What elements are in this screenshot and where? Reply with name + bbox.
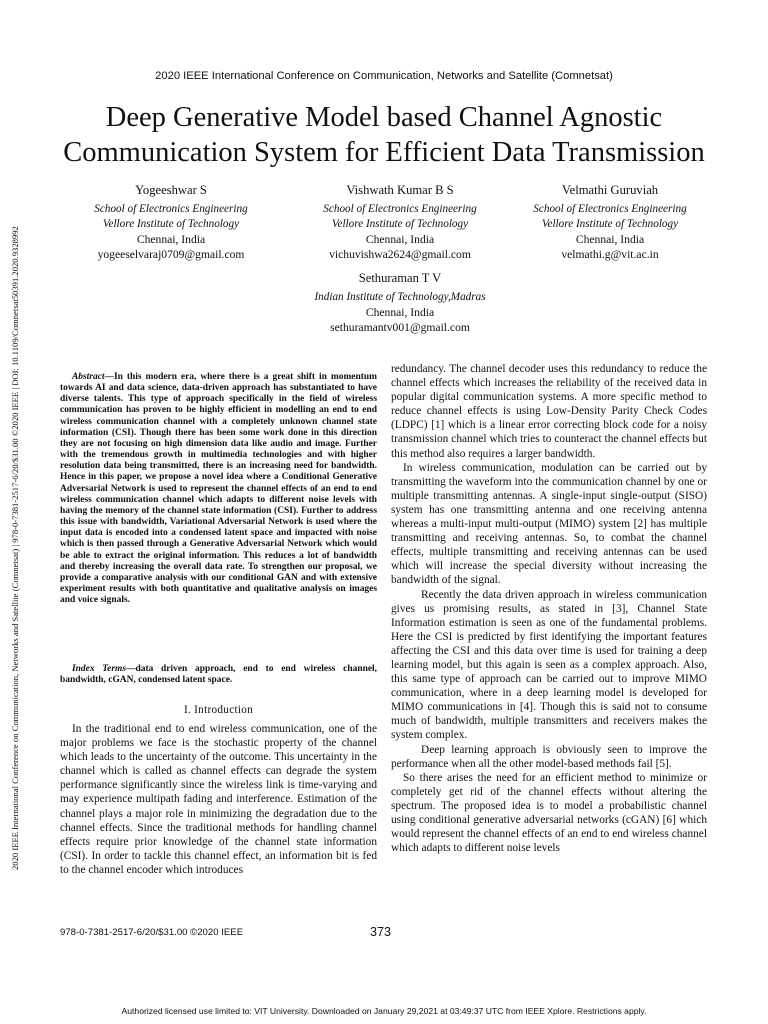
index-terms-text: —data driven approach, end to end wireless channel, bandwidth, cGAN, condensed latent space. xyxy=(60,664,377,686)
paper-title: Deep Generative Model based Channel Agnostic Communication System for Efficient Data Transmission xyxy=(63,102,705,168)
author-email[interactable]: sethuramantv001@gmail.com xyxy=(330,321,470,334)
paragraph: Deep learning approach is obviously seen to improve the performance when all the other model-based methods fail [5]. xyxy=(391,743,707,770)
author-location: Chennai, India xyxy=(575,233,645,246)
footer-license: Authorized licensed use limited to: VIT University. Downloaded on January 29,2021 at 03:49:37 UTC from IEEE Xplore. Restrictions apply. xyxy=(121,1006,647,1016)
author-block xyxy=(290,183,510,262)
abstract-text: —In this modern era, where there is a great shift in momentum towards AI and data science, data-driven approach has substantiated to have diverse talents. This type of approach specifically in the field of wireless communication has proven to be highly efficient in modelling an end to end wireless communication channel with a completely unknown channel state information (CSI). Though there has been some work done in this direction they are not focusing on high dimension data like audio and image. Further with the tremendous growth in multimedia technologies and with higher resolution data being transmitted, there is an increasing need for bandwidth. Hence in this paper, we propose a novel idea where a Conditional Generative Adversarial Network is used to represent the channel effects of an end to end wireless communication channel which adapts to different noise levels with having the memory of the channel state information (CSI). Further to address this issue with bandwidth, Variational Adversarial Network is used where the input data is encoded into a condensed latent space and impacted with noise which is then passed through a Generative Adversarial Network which would be able to extract the original information. This reduces a lot of bandwidth and thereby increasing the overall data rate. To strengthen our proposal, we provide a comparative analysis with our conditional GAN and with extensive experiment results with both quantitative and qualitative analysis on images and voice signals. xyxy=(60,372,377,606)
author-school: School of Electronics Engineering xyxy=(94,203,248,215)
side-doi-stamp: 2020 IEEE International Conference on Communication, Networks and Satellite (Comnetsat) | 978-0-7381-2517-6/20/$31.00 ©2020 IEEE | DOI: 10.1109/Comnetsat50391.2020.9328992 xyxy=(10,226,20,870)
author-email[interactable]: velmathi.g@vit.ac.in xyxy=(561,248,659,261)
abstract xyxy=(60,372,377,606)
footer-copyright: 978-0-7381-2517-6/20/$31.00 ©2020 IEEE xyxy=(60,927,244,938)
section-heading-introduction: I. Introduction xyxy=(183,704,254,716)
right-column xyxy=(391,362,707,855)
author-school: School of Electronics Engineering xyxy=(533,203,687,215)
author-institution: Indian Institute of Technology,Madras xyxy=(314,291,486,303)
author-location: Chennai, India xyxy=(365,233,435,246)
conference-header: 2020 IEEE International Conference on Communication, Networks and Satellite (Comnetsat) xyxy=(155,70,613,82)
author-block xyxy=(510,183,710,262)
author-block xyxy=(280,271,520,335)
paragraph: In wireless communication, modulation can be carried out by transmitting the waveform into the communication channel by one or multiple transmitting antennas. A single-input single-output (SISO) system has one transmitting antenna and one receiving antenna whereas a multi-input multi-output (MIMO) system [2] has multiple transmitting and receiving antennas. So, to combat the channel effects, multiple transmitting and receiving antennas can be used which will increase the special diversity without increasing the bandwidth of the signal. xyxy=(391,461,707,587)
index-terms xyxy=(60,664,377,686)
paragraph: redundancy. The channel decoder uses this redundancy to reduce the channel effects which increases the reliability of the received data in popular digital communication systems. A more specific method to reduce channel effects is using Low-Density Parity Check Codes (LDPC) [1] which is a linear error correcting block code for a noisy transmission channel which tries to counteract the channel effects but this method also requires a larger bandwidth. xyxy=(391,363,707,460)
paragraph: So there arises the need for an efficient method to minimize or completely get rid of the channel effects without altering the spectrum. The proposed idea is to model a probabilistic channel using conditional generative adversarial networks (cGAN) [6] which would represent the channel effects of an end to end wireless channel which adapts to different noise levels xyxy=(391,771,707,855)
author-name: Velmathi Guruviah xyxy=(561,183,659,197)
author-institution: Vellore Institute of Technology xyxy=(331,218,469,230)
author-name: Sethuraman T V xyxy=(358,271,442,285)
index-terms-label: Index Terms xyxy=(72,664,127,674)
author-email[interactable]: yogeeselvaraj0709@gmail.com xyxy=(97,248,245,261)
author-location: Chennai, India xyxy=(136,233,206,246)
author-school: School of Electronics Engineering xyxy=(323,203,477,215)
author-institution: Vellore Institute of Technology xyxy=(102,218,240,230)
author-location: Chennai, India xyxy=(365,306,435,319)
author-institution: Vellore Institute of Technology xyxy=(541,218,679,230)
intro-left-column xyxy=(60,722,377,877)
abstract-label: Abstract xyxy=(72,372,105,382)
paragraph: In the traditional end to end wireless communication, one of the major problems we face is the stochastic property of the channel which leads to the uncertainty of the outcome. This uncertainty in the channel which is called as channel effects can degrade the system performance significantly since the wireless link is time-varying and may experience multipath fading and interference. Estimation of the channel plays a major role in minimizing the degradation due to the channel effects. Since the traditional methods for handling channel effects require prior knowledge of the channel state information (CSI). In order to tackle this channel effect, an information bit is fed to the channel encoder which introduces xyxy=(60,723,377,876)
author-name: Vishwath Kumar B S xyxy=(346,183,454,197)
author-block xyxy=(60,183,282,262)
author-name: Yogeeshwar S xyxy=(135,183,207,197)
paragraph: Recently the data driven approach in wireless communication gives us promising results, as stated in [3], Channel State Information estimation is seen as one of the fundamental problems. Here the CSI is predicted by first identifying the important features affecting the CSI and this data over time is used for training a deep learning model, but this again is seen as a complex approach. Also, this same type of approach can be carried out to improve MIMO communication, where in a deep learning model is developed for MIMO communications in [4]. Though this is said not to consume much of bandwidth, multiple transmitters and receivers makes the system complex. xyxy=(391,588,707,742)
author-email[interactable]: vichuvishwa2624@gmail.com xyxy=(329,248,471,261)
page-number: 373 xyxy=(370,925,392,939)
